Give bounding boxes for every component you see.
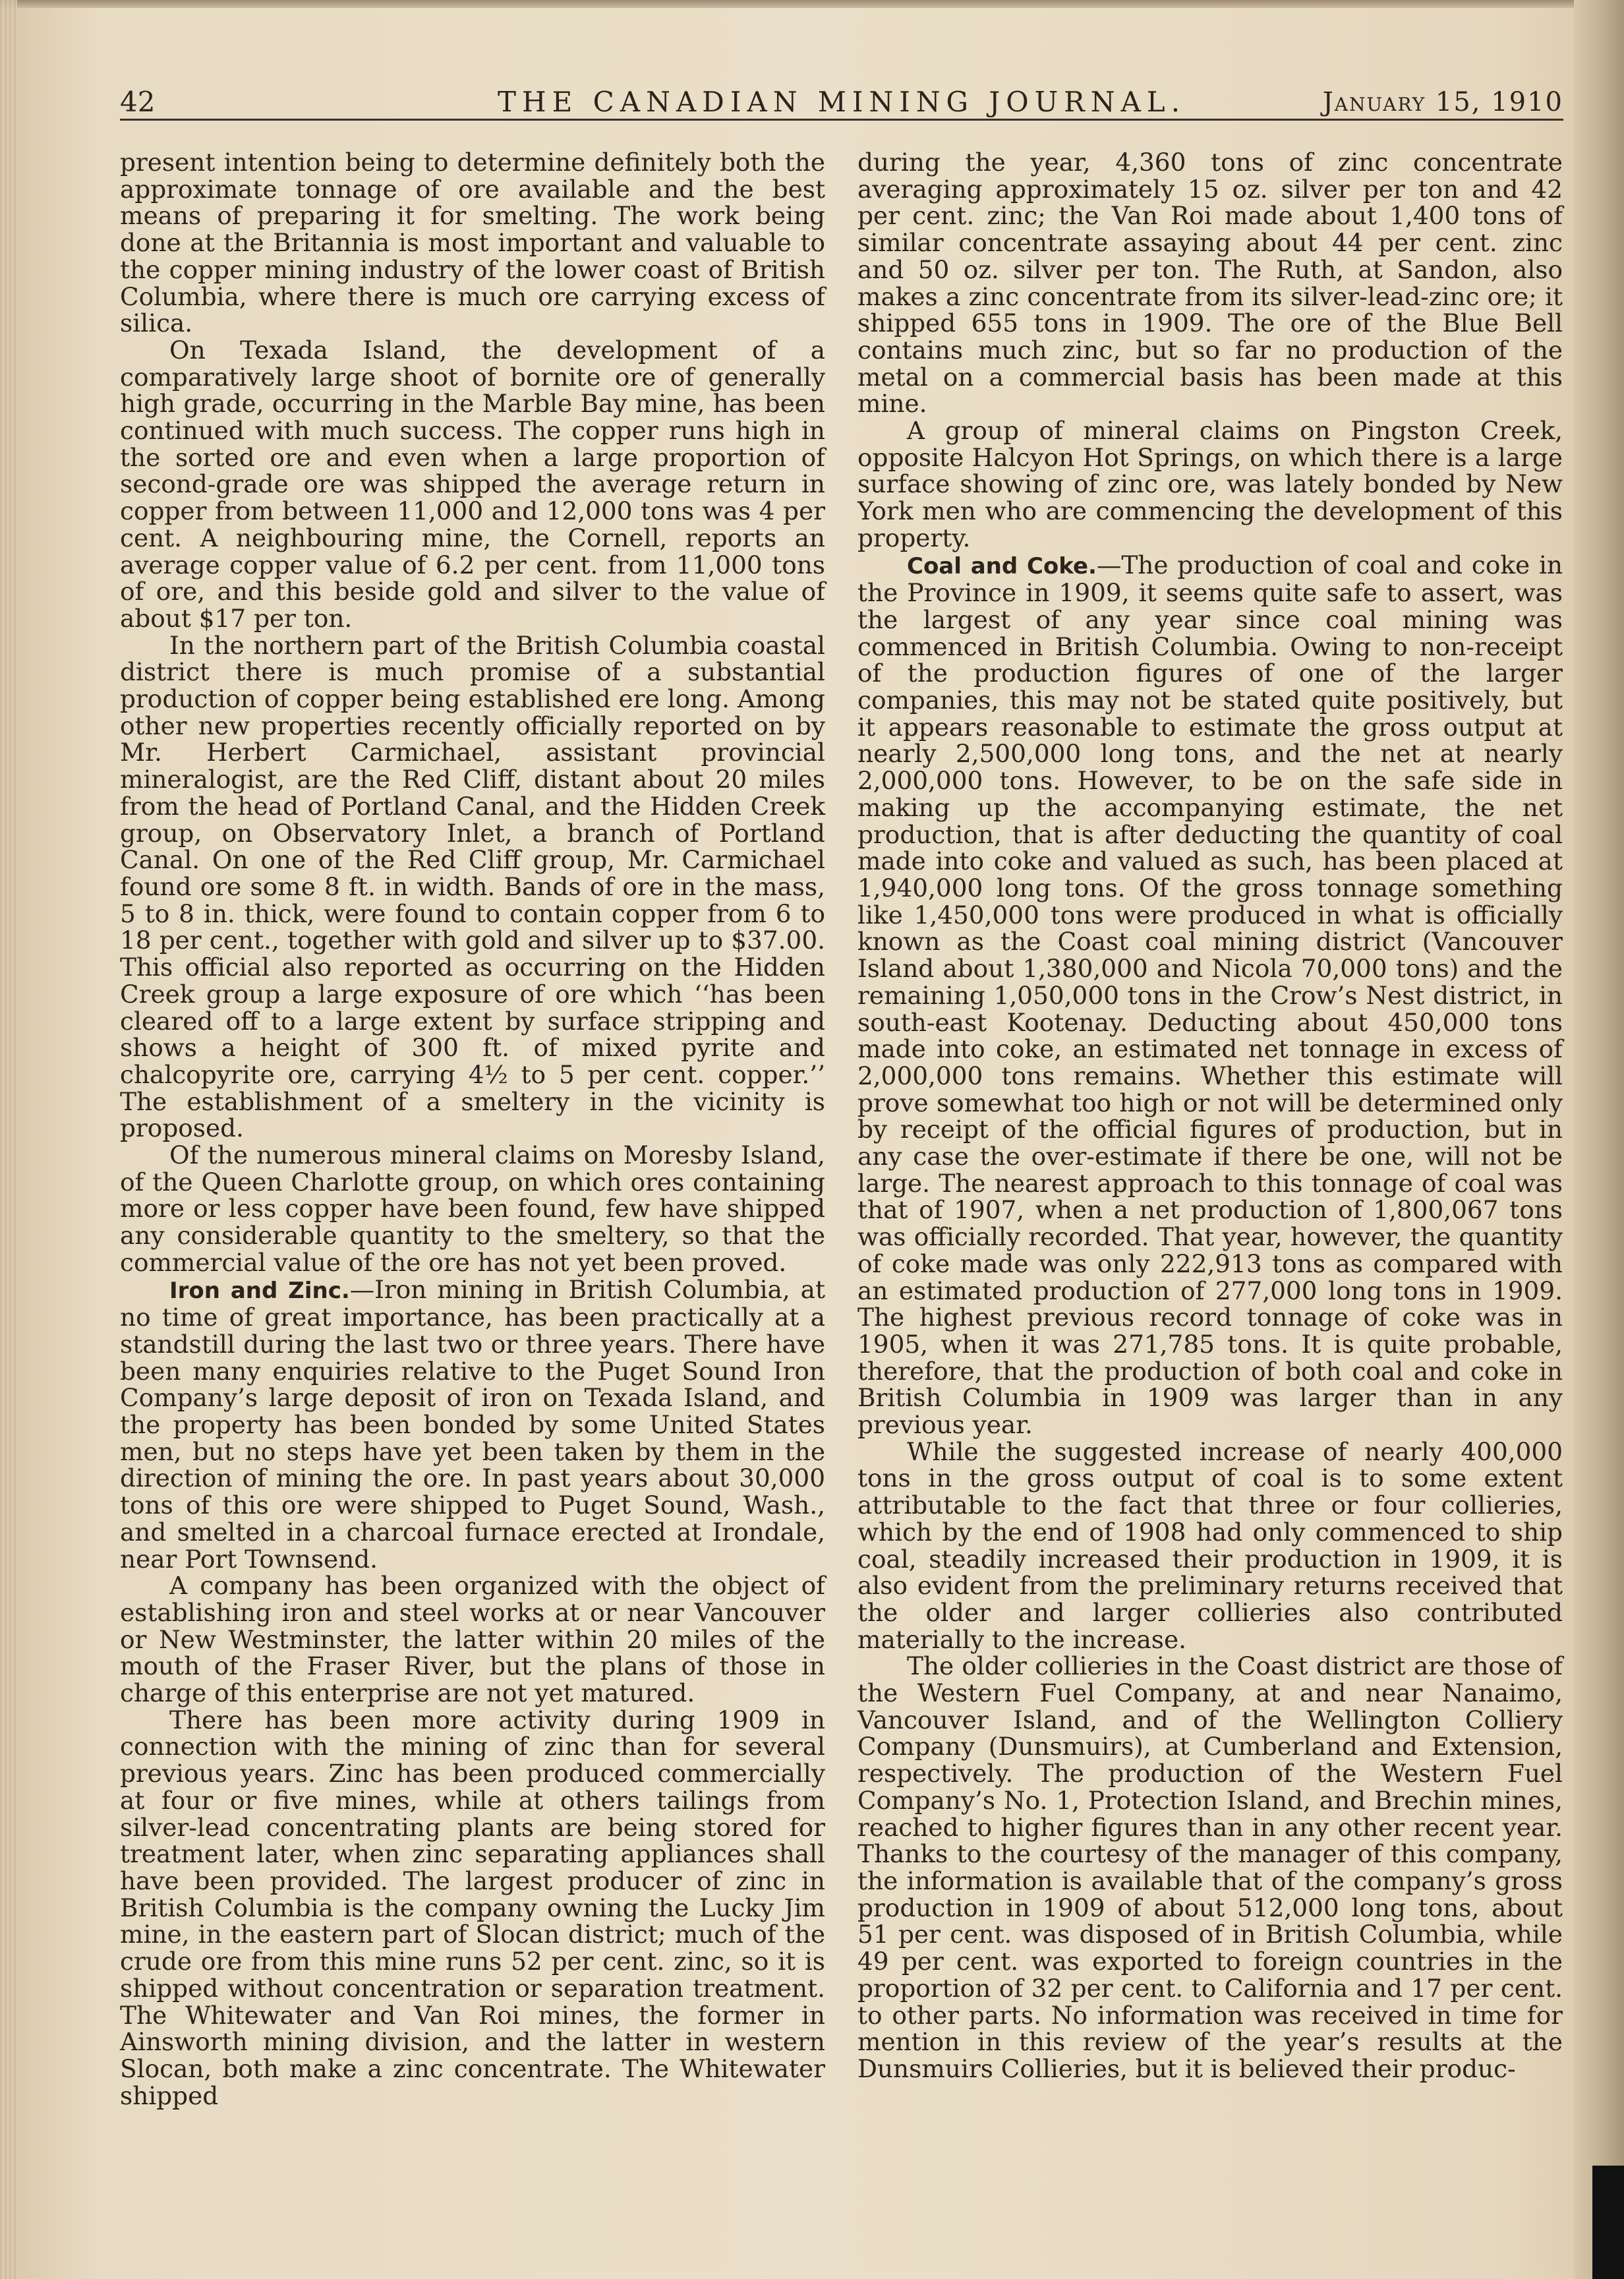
top-page-border [0, 0, 1624, 8]
paragraph: The older collieries in the Coast district are those of the Western Fuel Company, at and near Nanaimo, Vancouver Island, and of the Wellington Colliery Company (Dunsmuirs), at Cumberland and Extension, respectively. The production of the Western Fuel Company’s No. 1, Protection Island, and Brechin mines, reached to higher figures than in any other recent year. Thanks to the courtesy of the manager of this company, the information is available that of the company’s gross production in 1909 of about 512,000 long tons, about 51 per cent. was disposed of in British Columbia, while 49 per cent. was exported to foreign countries in the proportion of 32 per cent. to California and 17 per cent. to other parts. No information was received in time for mention in this review of the year’s results at the Dunsmuirs Collieries, but it is believed their produc- [857, 1651, 1563, 2083]
section-coal-coke [857, 552, 1563, 1438]
paragraph: A group of mineral claims on Pingston Creek, opposite Halcyon Hot Springs, on which there is a large surface showing of zinc ore, was lately bonded by New York men who are commencing the development of this property. [857, 416, 1563, 552]
paragraph-text: —The production of coal and coke in the Province in 1909, it seems quite safe to assert, was the largest of any year since coal mining was commenced in British Columbia. Owing to non-receipt of the production figures of one of the larger companies, this may not be stated quite positively, but it appears reasonable to estimate the gross output at nearly 2,500,000 long tons, and the net at nearly 2,000,000 tons. However, to be on the safe side in making up the accompanying estimate, the net production, that is after deducting the quantity of coal made into coke and valued as such, has been placed at 1,940,000 long tons. Of the gross tonnage something like 1,450,000 tons were produced in what is officially known as the Coast coal mining district (Vancouver Island about 1,380,000 and Nicola 70,000 tons) and the remaining 1,050,000 tons in the Crow’s Nest district, in south-east Kootenay. Deducting about 450,000 tons made into coke, an estimated net tonnage in excess of 2,000,000 tons remains. Whether this estimate will prove somewhat too high or not will be determined only by receipt of the official figures of production, but in any case the over-estimate if there be one, will not be large. The nearest approach to this tonnage of coal was that of 1907, when a net production of 1,800,067 tons was officially recorded. That year, however, the quantity of coke made was only 222,913 tons as compared with an estimated production of 277,000 long tons in 1909. The highest previous record tonnage of coke was in 1905, when it was 271,785 tons. It is quite probable, therefore, that the production of both coal and coke in British Columbia in 1909 was larger than in any previous year. [857, 550, 1563, 1440]
right-page-edge [1574, 0, 1624, 2279]
issue-date: January 15, 1910 [1322, 87, 1563, 117]
right-column [857, 149, 1563, 2083]
scan-corner-mark [1592, 2166, 1624, 2279]
paragraph: A company has been organized with the object of establishing iron and steel works at or near Vancouver or New Westminster, the latter within 20 miles of the mouth of the Fraser River, but the plans of those in charge of this enterprise are not yet matured. [120, 1571, 825, 1708]
header-rule [120, 119, 1563, 121]
paragraph: In the northern part of the British Columbia coastal district there is much promise of a substantial production of copper being established ere long. Among other new properties recently officially reported on by Mr. Herbert Carmichael, assistant provincial mineralogist, are the Red Cliff, distant about 20 miles from the head of Portland Canal, and the Hidden Creek group, on Observatory Inlet, a branch of Portland Canal. On one of the Red Cliff group, Mr. Carmichael found ore some 8 ft. in width. Bands of ore in the mass, 5 to 8 in. thick, were found to contain copper from 6 to 18 per cent., together with gold and silver up to $37.00. This official also reported as occurring on the Hidden Creek group a large exposure of ore which ‘‘has been cleared off to a large extent by surface stripping and shows a height of 300 ft. of mixed pyrite and chalcopyrite ore, carrying 4½ to 5 per cent. copper.’’ The establishment of a smeltery in the vicinity is proposed. [120, 630, 825, 1143]
left-column [120, 149, 825, 2109]
journal-title: THE CANADIAN MINING JOURNAL. [497, 86, 1186, 118]
section-iron-zinc [120, 1276, 825, 1573]
paragraph: There has been more activity during 1909 in connection with the mining of zinc than for several previous years. Zinc has been produced commercially at four or five mines, while at others tailings from silver-lead concentrating plants are being stored for treatment later, when zinc separating appliances shall have been provided. The largest producer of zinc in British Columbia is the company owning the Lucky Jim mine, in the eastern part of Slocan district; much of the crude ore from this mine runs 52 per cent. zinc, so it is shipped without concentration or separation treatment. The Whitewater and Van Roi mines, the former in Ainsworth mining division, and the latter in western Slocan, both make a zinc concentrate. The Whitewater shipped [120, 1705, 825, 2110]
paragraph: While the suggested increase of nearly 400,000 tons in the gross output of coal is to some extent attributable to the fact that three or four collieries, which by the end of 1908 had only commenced to ship coal, steadily increased their production in 1909, it is also evident from the preliminary returns received that the older and larger collieries also contributed materially to the increase. [857, 1436, 1563, 1654]
paragraph: present intention being to determine definitely both the approximate tonnage of ore available and the best means of preparing it for smelting. The work being done at the Britannia is most important and valuable to the copper mining industry of the lower coast of British Columbia, where there is much ore carrying excess of silica. [120, 148, 825, 338]
left-page-edge [0, 0, 17, 2279]
section-heading-iron-zinc: Iron and Zinc. [169, 1277, 350, 1304]
paragraph-text: —Iron mining in British Columbia, at no time of great importance, has been practically at a standstill during the last two or three years. There have been many enquiries relative to the Puget Sound Iron Company’s large deposit of iron on Texada Island, and the property has been bonded by some United States men, but no steps have yet been taken by them in the direction of mining the ore. In past years about 30,000 tons of this ore were shipped to Puget Sound, Wash., and smelted in a charcoal furnace erected at Irondale, near Port Townsend. [120, 1274, 825, 1574]
paragraph: On Texada Island, the development of a comparatively large shoot of bornite ore of generally high grade, occurring in the Marble Bay mine, has been continued with much success. The copper runs high in the sorted ore and even when a large proportion of second-grade ore was shipped the average return in copper from between 11,000 and 12,000 tons was 4 per cent. A neighbouring mine, the Cornell, reports an average copper value of 6.2 per cent. from 11,000 tons of ore, and this beside gold and silver to the value of about $17 per ton. [120, 335, 825, 633]
section-heading-coal-coke: Coal and Coke. [907, 552, 1097, 579]
page-number: 42 [120, 86, 156, 118]
paragraph: during the year, 4,360 tons of zinc concentrate averaging approximately 15 oz. silver per ton and 42 per cent. zinc; the Van Roi made about 1,400 tons of similar concentrate assaying about 44 per cent. zinc and 50 oz. silver per ton. The Ruth, at Sandon, also makes a zinc concentrate from its silver-lead-zinc ore; it shipped 655 tons in 1909. The ore of the Blue Bell contains much zinc, but so far no production of the metal on a commercial basis has been made at this mine. [857, 148, 1563, 419]
paragraph: Of the numerous mineral claims on Moresby Island, of the Queen Charlotte group, on which ores containing more or less copper have been found, few have shipped any considerable quantity to the smeltery, so that the commercial value of the ore has not yet been proved. [120, 1140, 825, 1277]
